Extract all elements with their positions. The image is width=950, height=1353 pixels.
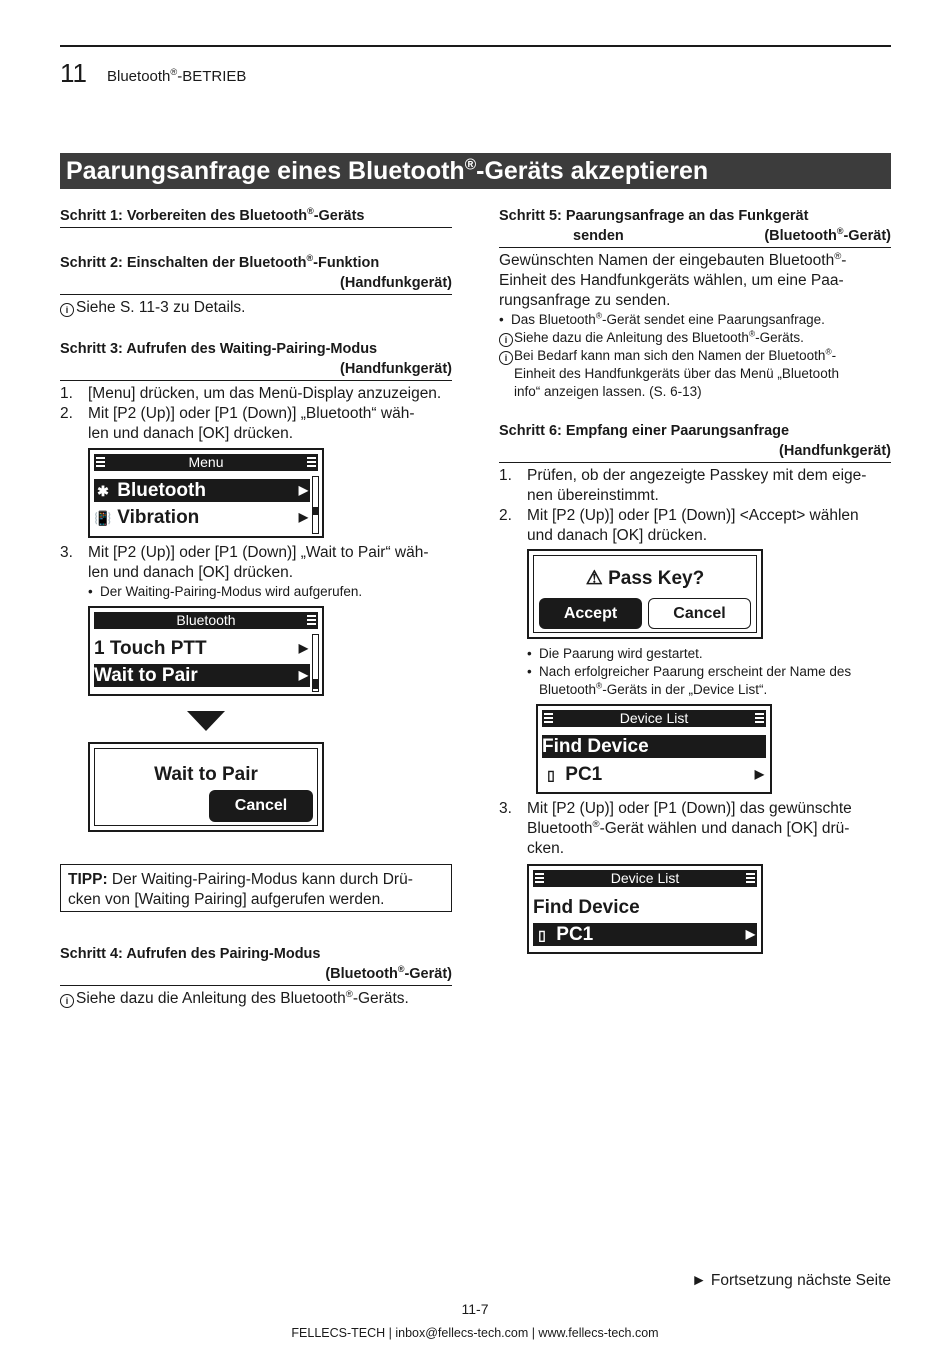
- tip-box: TIPP: Der Waiting-Pairing-Modus kann durch Drü- cken von [Waiting Pairing] aufgerufen werden.: [60, 864, 452, 912]
- menu-icon: [755, 713, 764, 724]
- menu-row-bluetooth[interactable]: ✱ Bluetooth ▶: [94, 479, 310, 502]
- pass-key-title: ⚠ Pass Key?: [585, 568, 705, 589]
- arrow-right-icon: ▶: [298, 483, 308, 497]
- bluetooth-screen-header: Bluetooth: [94, 612, 318, 629]
- menu-icon: [544, 713, 553, 724]
- arrow-right-icon: ►: [691, 1272, 707, 1289]
- device-row-pc1[interactable]: ▯ PC1 ▶: [542, 763, 766, 786]
- menu-screen-header: Menu: [94, 454, 318, 471]
- vibration-icon: 📳: [94, 510, 112, 526]
- device-row-find-device[interactable]: Find Device: [542, 735, 766, 758]
- device-list-header: Device List: [533, 870, 757, 887]
- device-list-screen-1: [536, 704, 772, 794]
- arrow-right-icon: ▶: [298, 510, 308, 524]
- page-number: 11-7: [461, 1301, 489, 1317]
- list-item: 1. Prüfen, ob der angezeigte Passkey mit dem eige- nen übereinstimmt.: [499, 467, 867, 504]
- step-5-info-1: i Siehe dazu die Anleitung des Bluetooth®-Geräts.: [499, 329, 891, 347]
- bt-row-wait-to-pair[interactable]: Wait to Pair ▶: [94, 665, 308, 686]
- accept-button[interactable]: Accept: [539, 598, 642, 629]
- step-6-item-3: [499, 799, 891, 859]
- pass-key-screen: [527, 549, 763, 639]
- list-item: 1. [Menu] drücken, um das Menü-Display anzuzeigen.: [60, 385, 442, 402]
- cancel-button[interactable]: Cancel: [648, 598, 751, 629]
- footer-contact: FELLECS-TECH | inbox@fellecs-tech.com | www.fellecs-tech.com: [291, 1326, 659, 1340]
- menu-screen: [88, 448, 324, 538]
- step-1-heading: Schritt 1: Vorbereiten des Bluetooth®-Geräts: [60, 206, 452, 228]
- cancel-button[interactable]: Cancel: [209, 790, 313, 822]
- step-5-block: [499, 206, 891, 401]
- chapter-number: 11: [60, 58, 87, 88]
- arrow-right-icon: ▶: [298, 641, 308, 655]
- step-2-block: [60, 253, 452, 318]
- left-column: [60, 206, 452, 228]
- device-icon: ▯: [547, 767, 555, 783]
- info-icon: i: [499, 333, 513, 347]
- arrow-right-icon: ▶: [745, 927, 755, 941]
- menu-row-vibration[interactable]: 📳 Vibration ▶: [94, 507, 308, 528]
- bt-row-1-touch-ptt[interactable]: 1 Touch PTT ▶: [94, 638, 308, 659]
- step-3-item-3: [60, 543, 452, 601]
- info-icon: i: [60, 994, 74, 1008]
- step-6-heading: Schritt 6: Empfang einer Paarungsanfrage (Handfunkgerät): [499, 421, 891, 463]
- step-5-info-2: i Bei Bedarf kann man sich den Namen der Bluetooth®- Einheit des Handfunkgeräts über das Menü „Bluetooth info“ anzeigen lassen. (S. 6-13): [499, 347, 891, 401]
- list-item: 3. Mit [P2 (Up)] oder [P1 (Down)] „Wait to Pair“ wäh- len und danach [OK] drücken.: [60, 544, 429, 581]
- top-rule: [60, 45, 891, 47]
- step-2-heading: Schritt 2: Einschalten der Bluetooth®-Funktion (Handfunkgerät): [60, 253, 452, 295]
- step-5-heading: Schritt 5: Paarungsanfrage an das Funkgerät senden (Bluetooth®-Gerät): [499, 206, 891, 248]
- step-4-heading: Schritt 4: Aufrufen des Pairing-Modus (Bluetooth®-Gerät): [60, 944, 452, 986]
- step-4-block: [60, 944, 452, 1009]
- step-3-note: • Der Waiting-Pairing-Modus wird aufgerufen.: [88, 584, 363, 599]
- bluetooth-icon: ✱: [97, 483, 109, 499]
- down-arrow-icon: [187, 711, 225, 731]
- step-5-text: Gewünschten Namen der eingebauten Bluetooth®- Einheit des Handfunkgeräts wählen, um eine Paa- rungsanfrage zu senden.: [499, 250, 847, 309]
- section-banner: Paarungsanfrage eines Bluetooth®-Geräts akzeptieren: [60, 153, 891, 189]
- step-5-bullet: • Das Bluetooth®-Gerät sendet eine Paarungsanfrage.: [499, 310, 825, 327]
- device-row-pc1[interactable]: ▯ PC1 ▶: [533, 923, 757, 946]
- menu-icon: [96, 457, 105, 468]
- info-icon: i: [499, 351, 513, 365]
- arrow-right-icon: ▶: [298, 668, 308, 682]
- device-list-screen-2: [527, 864, 763, 954]
- scrollbar[interactable]: [312, 476, 319, 534]
- bluetooth-screen: [88, 606, 324, 696]
- list-item: 2. Mit [P2 (Up)] oder [P1 (Down)] <Accept> wählen und danach [OK] drücken.: [499, 507, 859, 544]
- menu-icon: [746, 873, 755, 884]
- arrow-right-icon: ▶: [754, 767, 764, 781]
- info-icon: i: [60, 303, 74, 317]
- step-4-info: i Siehe dazu die Anleitung des Bluetooth®-Geräts.: [60, 989, 452, 1009]
- warning-icon: ⚠: [585, 568, 603, 589]
- menu-icon: [307, 457, 316, 468]
- device-list-header: Device List: [542, 710, 766, 727]
- device-icon: ▯: [538, 927, 546, 943]
- device-row-find-device[interactable]: Find Device: [533, 897, 640, 918]
- step-6-notes: • Die Paarung wird gestartet. • Nach erfolgreicher Paarung erscheint der Name des Bluetooth®-Geräts in der „Device List“.: [527, 646, 852, 697]
- step-3-heading: Schritt 3: Aufrufen des Waiting-Pairing-Modus (Handfunkgerät): [60, 339, 452, 381]
- list-item: 2. Mit [P2 (Up)] oder [P1 (Down)] „Bluetooth“ wäh- len und danach [OK] drücken.: [60, 405, 415, 442]
- menu-icon: [307, 615, 316, 626]
- chapter-title: Bluetooth®-BETRIEB: [107, 67, 247, 85]
- list-item: 3. Mit [P2 (Up)] oder [P1 (Down)] das gewünschte Bluetooth®-Gerät wählen und danach [OK] drü- cken.: [499, 800, 852, 857]
- scrollbar[interactable]: [312, 634, 319, 692]
- step-2-info: i Siehe S. 11-3 zu Details.: [60, 298, 452, 318]
- wait-to-pair-screen: [88, 742, 324, 832]
- continue-note: ► Fortsetzung nächste Seite: [691, 1272, 891, 1289]
- wait-to-pair-title: Wait to Pair: [154, 764, 258, 785]
- menu-icon: [535, 873, 544, 884]
- step-3-block: [60, 339, 452, 444]
- step-6-block: [499, 421, 891, 546]
